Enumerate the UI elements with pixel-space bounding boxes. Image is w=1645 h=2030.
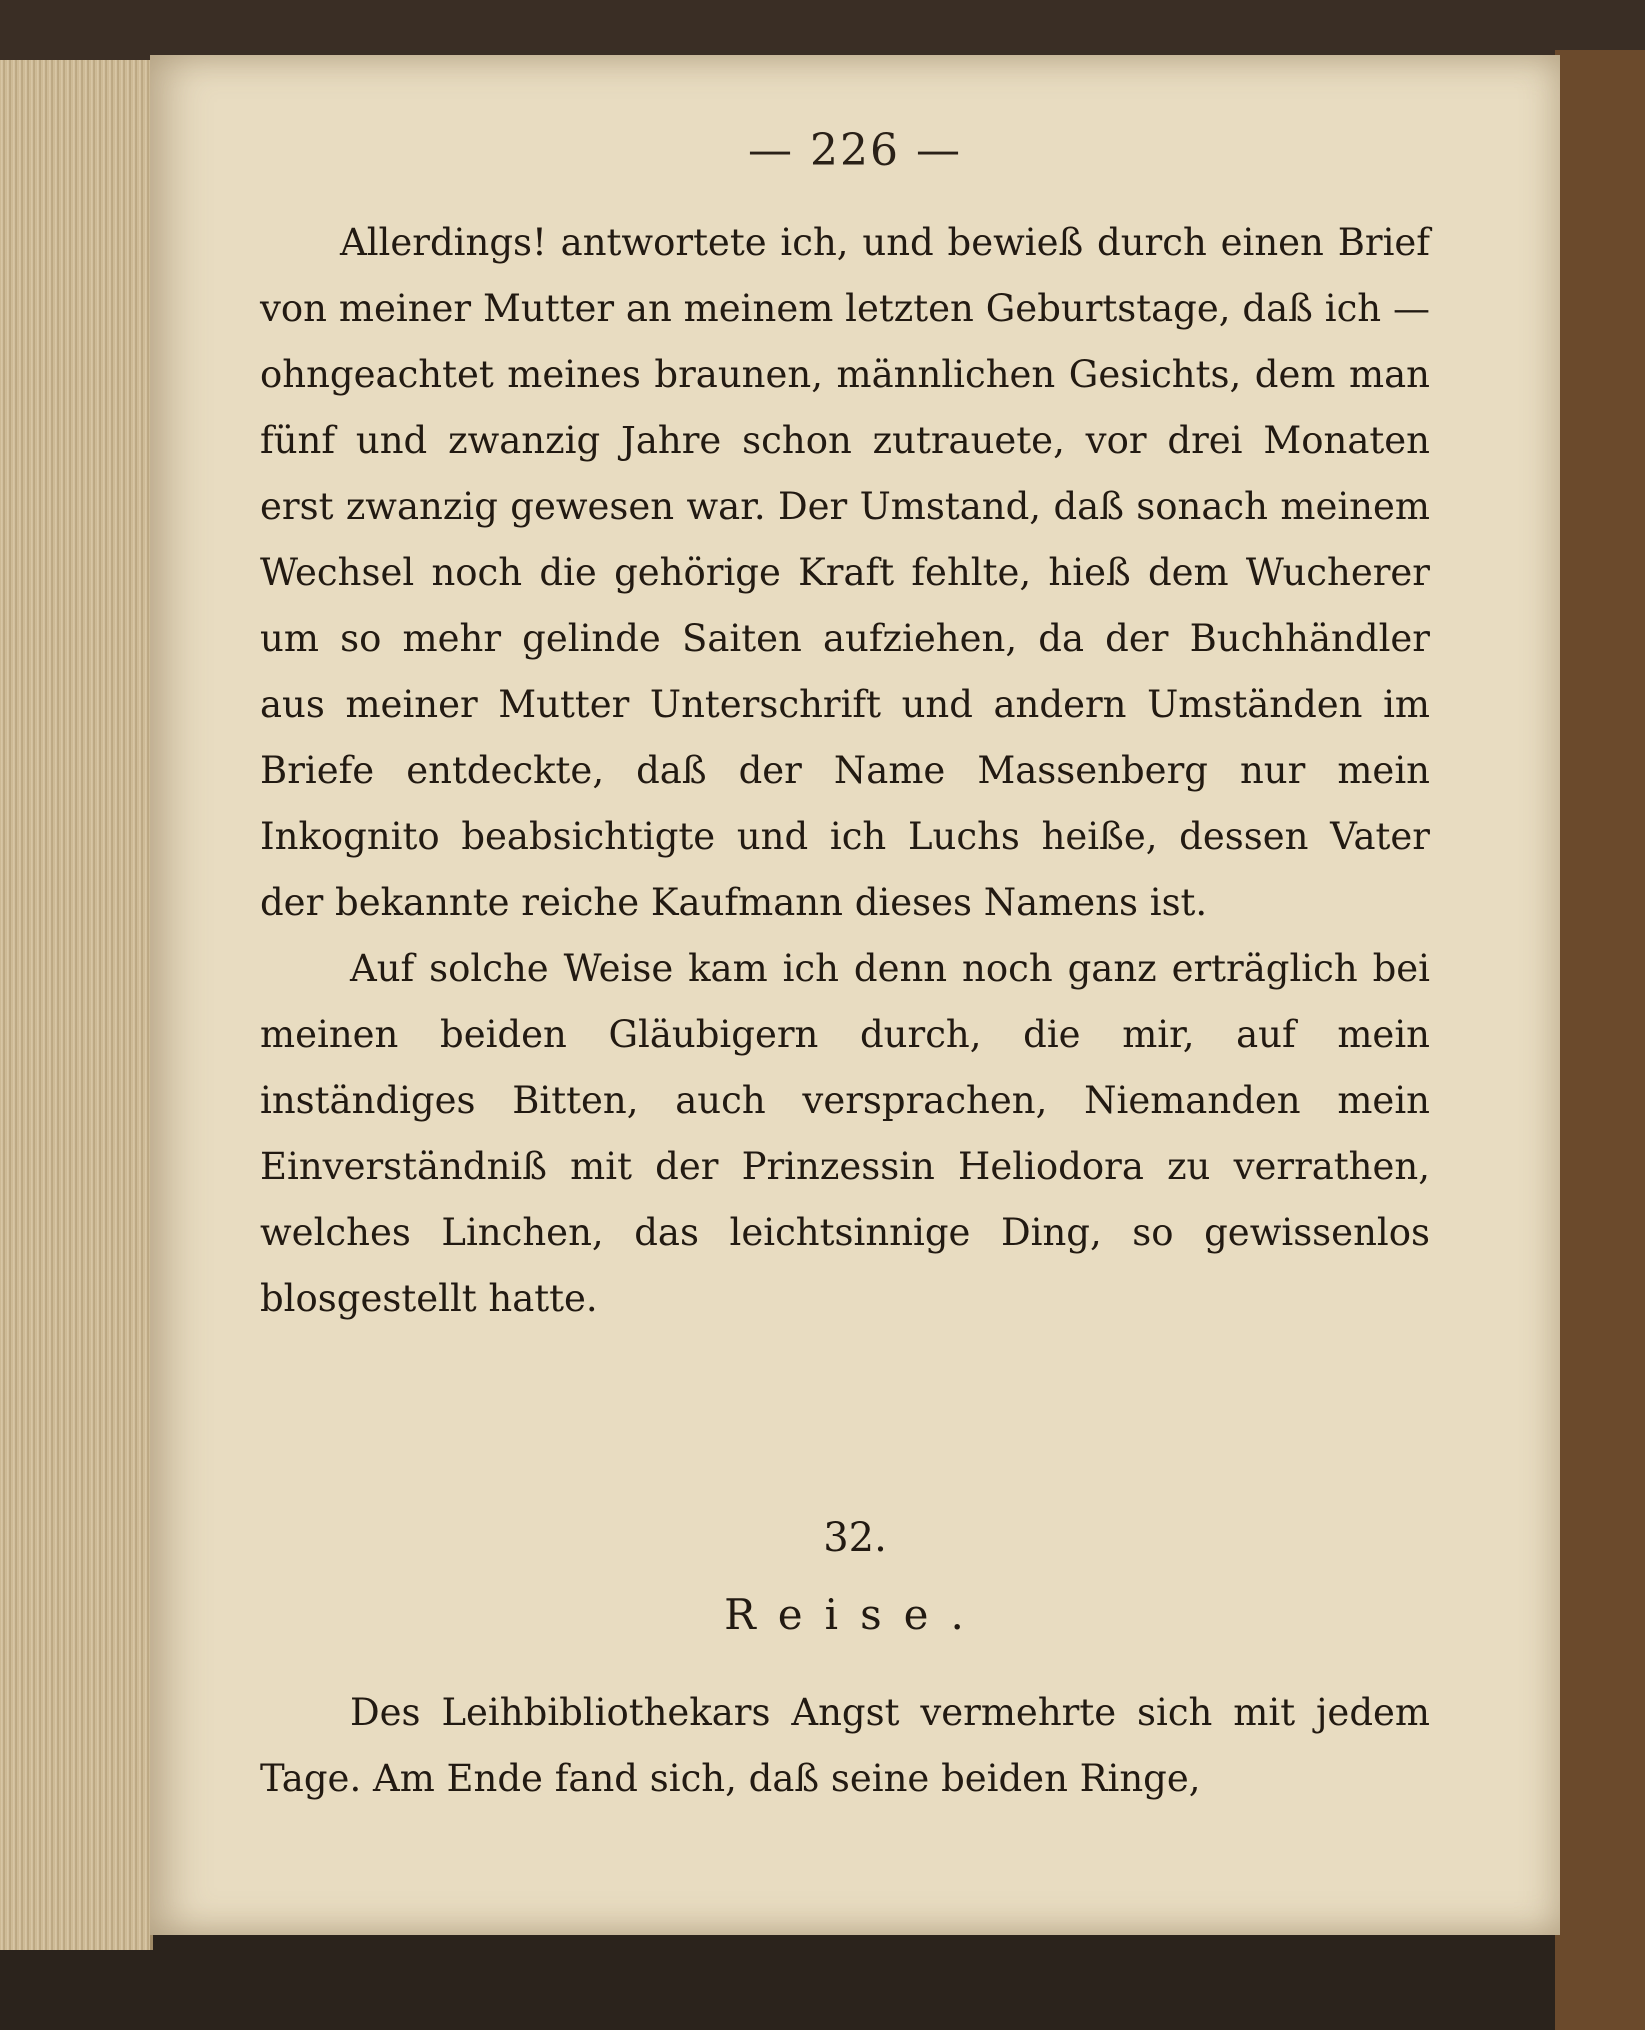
book-page (150, 55, 1560, 1935)
paragraph-3: Des Leihbibliothekars Angst vermehrte sich mit jedem Tage. Am Ende fand sich, daß seine beiden Ringe, (260, 1691, 1430, 1800)
page-number: — 226 — (748, 125, 962, 176)
paragraph-1: Allerdings! antwortete ich, und bewieß durch einen Brief von meiner Mutter an meinem letzten Geburtstage, daß ich — ohngeachtet meines braunen, männlichen Gesichts, dem man fünf und zwanzig Jahre schon zutrauete, vor drei Monaten erst zwanzig gewesen war. Der Umstand, daß sonach meinem Wechsel noch die gehörige Kraft fehlte, hieß dem Wucherer um so mehr gelinde Saiten aufziehen, da der Buchhändler aus meiner Mutter Unterschrift und andern Umständen im Briefe entdeckte, daß der Name Massenberg nur mein Inkognito beabsichtigte und ich Luchs heiße, dessen Vater der bekannte reiche Kaufmann dieses Namens ist. (260, 221, 1430, 924)
chapter-title: Reise. (724, 1590, 986, 1639)
chapter-body-text (260, 1680, 1430, 1812)
book-cover-spine (1555, 50, 1645, 2030)
paragraph-2: Auf solche Weise kam ich denn noch ganz erträglich bei meinen beiden Gläubigern durch, die mir, auf mein inständiges Bitten, auch versprachen, Niemanden mein Einverständniß mit der Prinzessin Heliodora zu verrathen, welches Linchen, das leichtsinnige Ding, so gewissenlos blosgestellt hatte. (260, 947, 1430, 1320)
chapter-number: 32. (823, 1515, 887, 1561)
page-edges (0, 60, 153, 1950)
book-cover-top (0, 0, 1645, 60)
body-text (260, 210, 1430, 1332)
